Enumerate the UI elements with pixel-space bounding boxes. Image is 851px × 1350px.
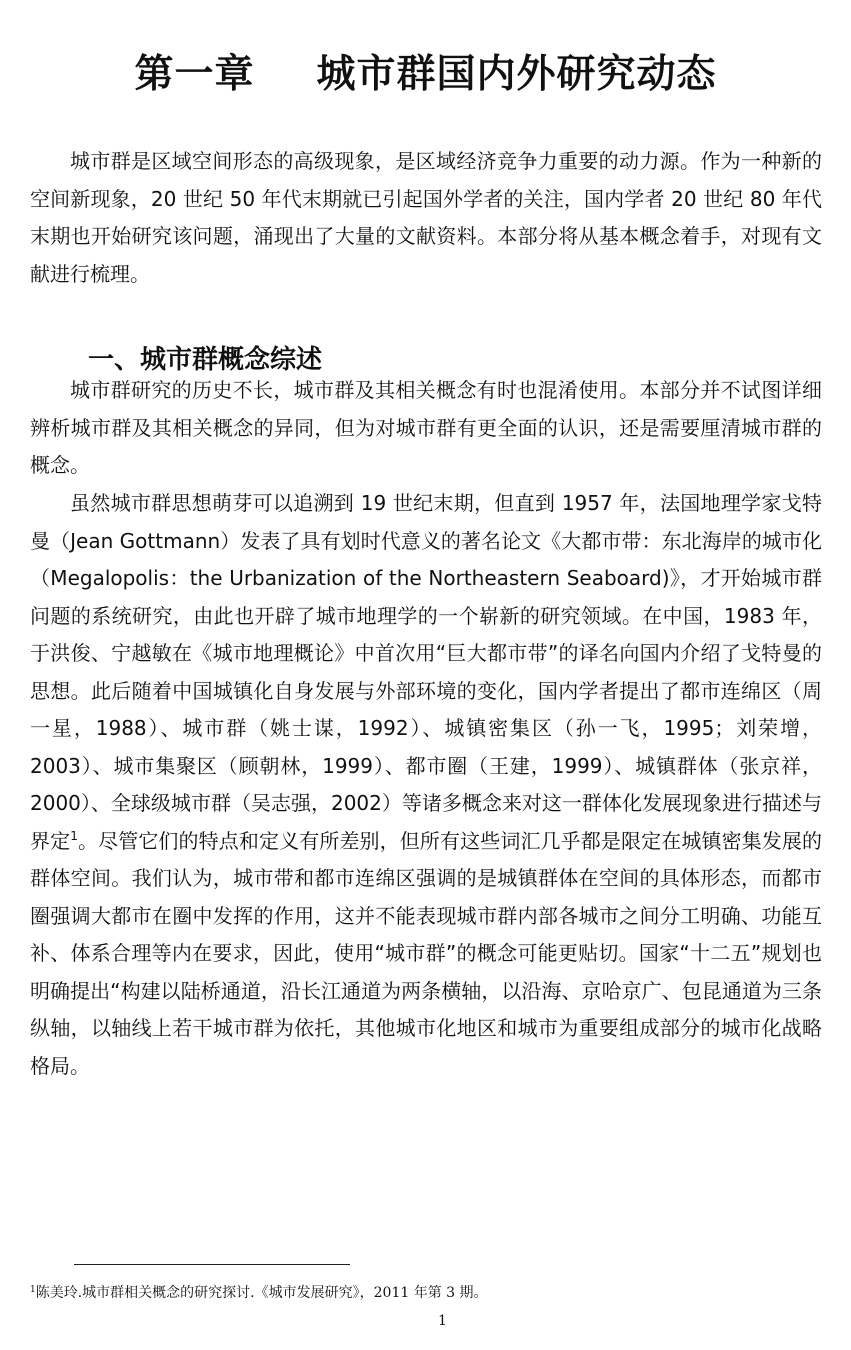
footnote-text: 陈美玲.城市群相关概念的研究探讨.《城市发展研究》，2011 年第 3 期。 (35, 1285, 488, 1301)
chapter-number-label: 第一章 (134, 51, 255, 98)
footnote-divider (74, 1264, 350, 1265)
paragraph-text-before-note: 虽然城市群思想萌芽可以追溯到 19 世纪末期，但直到 1957 年，法国地理学家戈特曼（Jean Gottmann）发表了具有划时代意义的著名论文《大都市带：东北海岸的城市化（Megalopolis：the Urbanization of the Northeastern Seaboard)》，才开始城市群问题的系统研究，由此也开辟了城市地理学的一个崭新的研究领域。在中国，1983 年，于洪俊、宁越敏在《城市地理概论》中首次用“巨大都市带”的译名向国内介绍了戈特曼的思想。此后随着中国城镇化自身发展与外部环境的变化，国内学者提出了都市连绵区（周一星，1988）、城市群（姚士谋，1992）、城镇密集区（孙一飞，1995；刘荣增，2003）、城市集聚区（顾朝林，1999）、都市圈（王建，1999）、城镇群体（张京祥，2000）、全球级城市群（吴志强，2002）等诸多概念来对这一群体化发展现象进行描述与界定 (30, 491, 822, 853)
page-number: 1 (438, 1313, 447, 1329)
chapter-title (0, 48, 851, 100)
intro-paragraph: 城市群是区域空间形态的高级现象，是区域经济竞争力重要的动力源。作为一种新的空间新现象，20 世纪 50 年代末期就已引起国外学者的关注，国内学者 20 世纪 80 年代末期也开始研究该问题，涌现出了大量的文献资料。本部分将从基本概念着手，对现有文献进行梳理。 (30, 149, 822, 286)
footnote-reference[interactable]: 1 (70, 828, 78, 843)
section-paragraph-1: 城市群研究的历史不长，城市群及其相关概念有时也混淆使用。本部分并不试图详细辨析城市群及其相关概念的异同，但为对城市群有更全面的认识，还是需要厘清城市群的概念。 (30, 378, 822, 477)
section-paragraph-2 (30, 485, 822, 1085)
chapter-heading-text: 城市群国内外研究动态 (316, 51, 717, 98)
section-heading: 一、城市群概念综述 (88, 344, 323, 375)
footnote (30, 1283, 488, 1303)
paragraph-text-after-note: 。尽管它们的特点和定义有所差别，但所有这些词汇几乎都是限定在城镇密集发展的群体空间。我们认为，城市带和都市连绵区强调的是城镇群体在空间的具体形态，而都市圈强调大都市在圈中发挥的作用，这并不能表现城市群内部各城市之间分工明确、功能互补、体系合理等内在要求，因此，使用“城市群”的概念可能更贴切。国家“十二五”规划也明确提出“构建以陆桥通道，沿长江通道为两条横轴，以沿海、京哈京广、包昆通道为三条纵轴，以轴线上若干城市群为依托，其他城市化地区和城市为重要组成部分的城市化战略格局。 (30, 828, 823, 1078)
footnote-marker: 1 (30, 1285, 36, 1295)
